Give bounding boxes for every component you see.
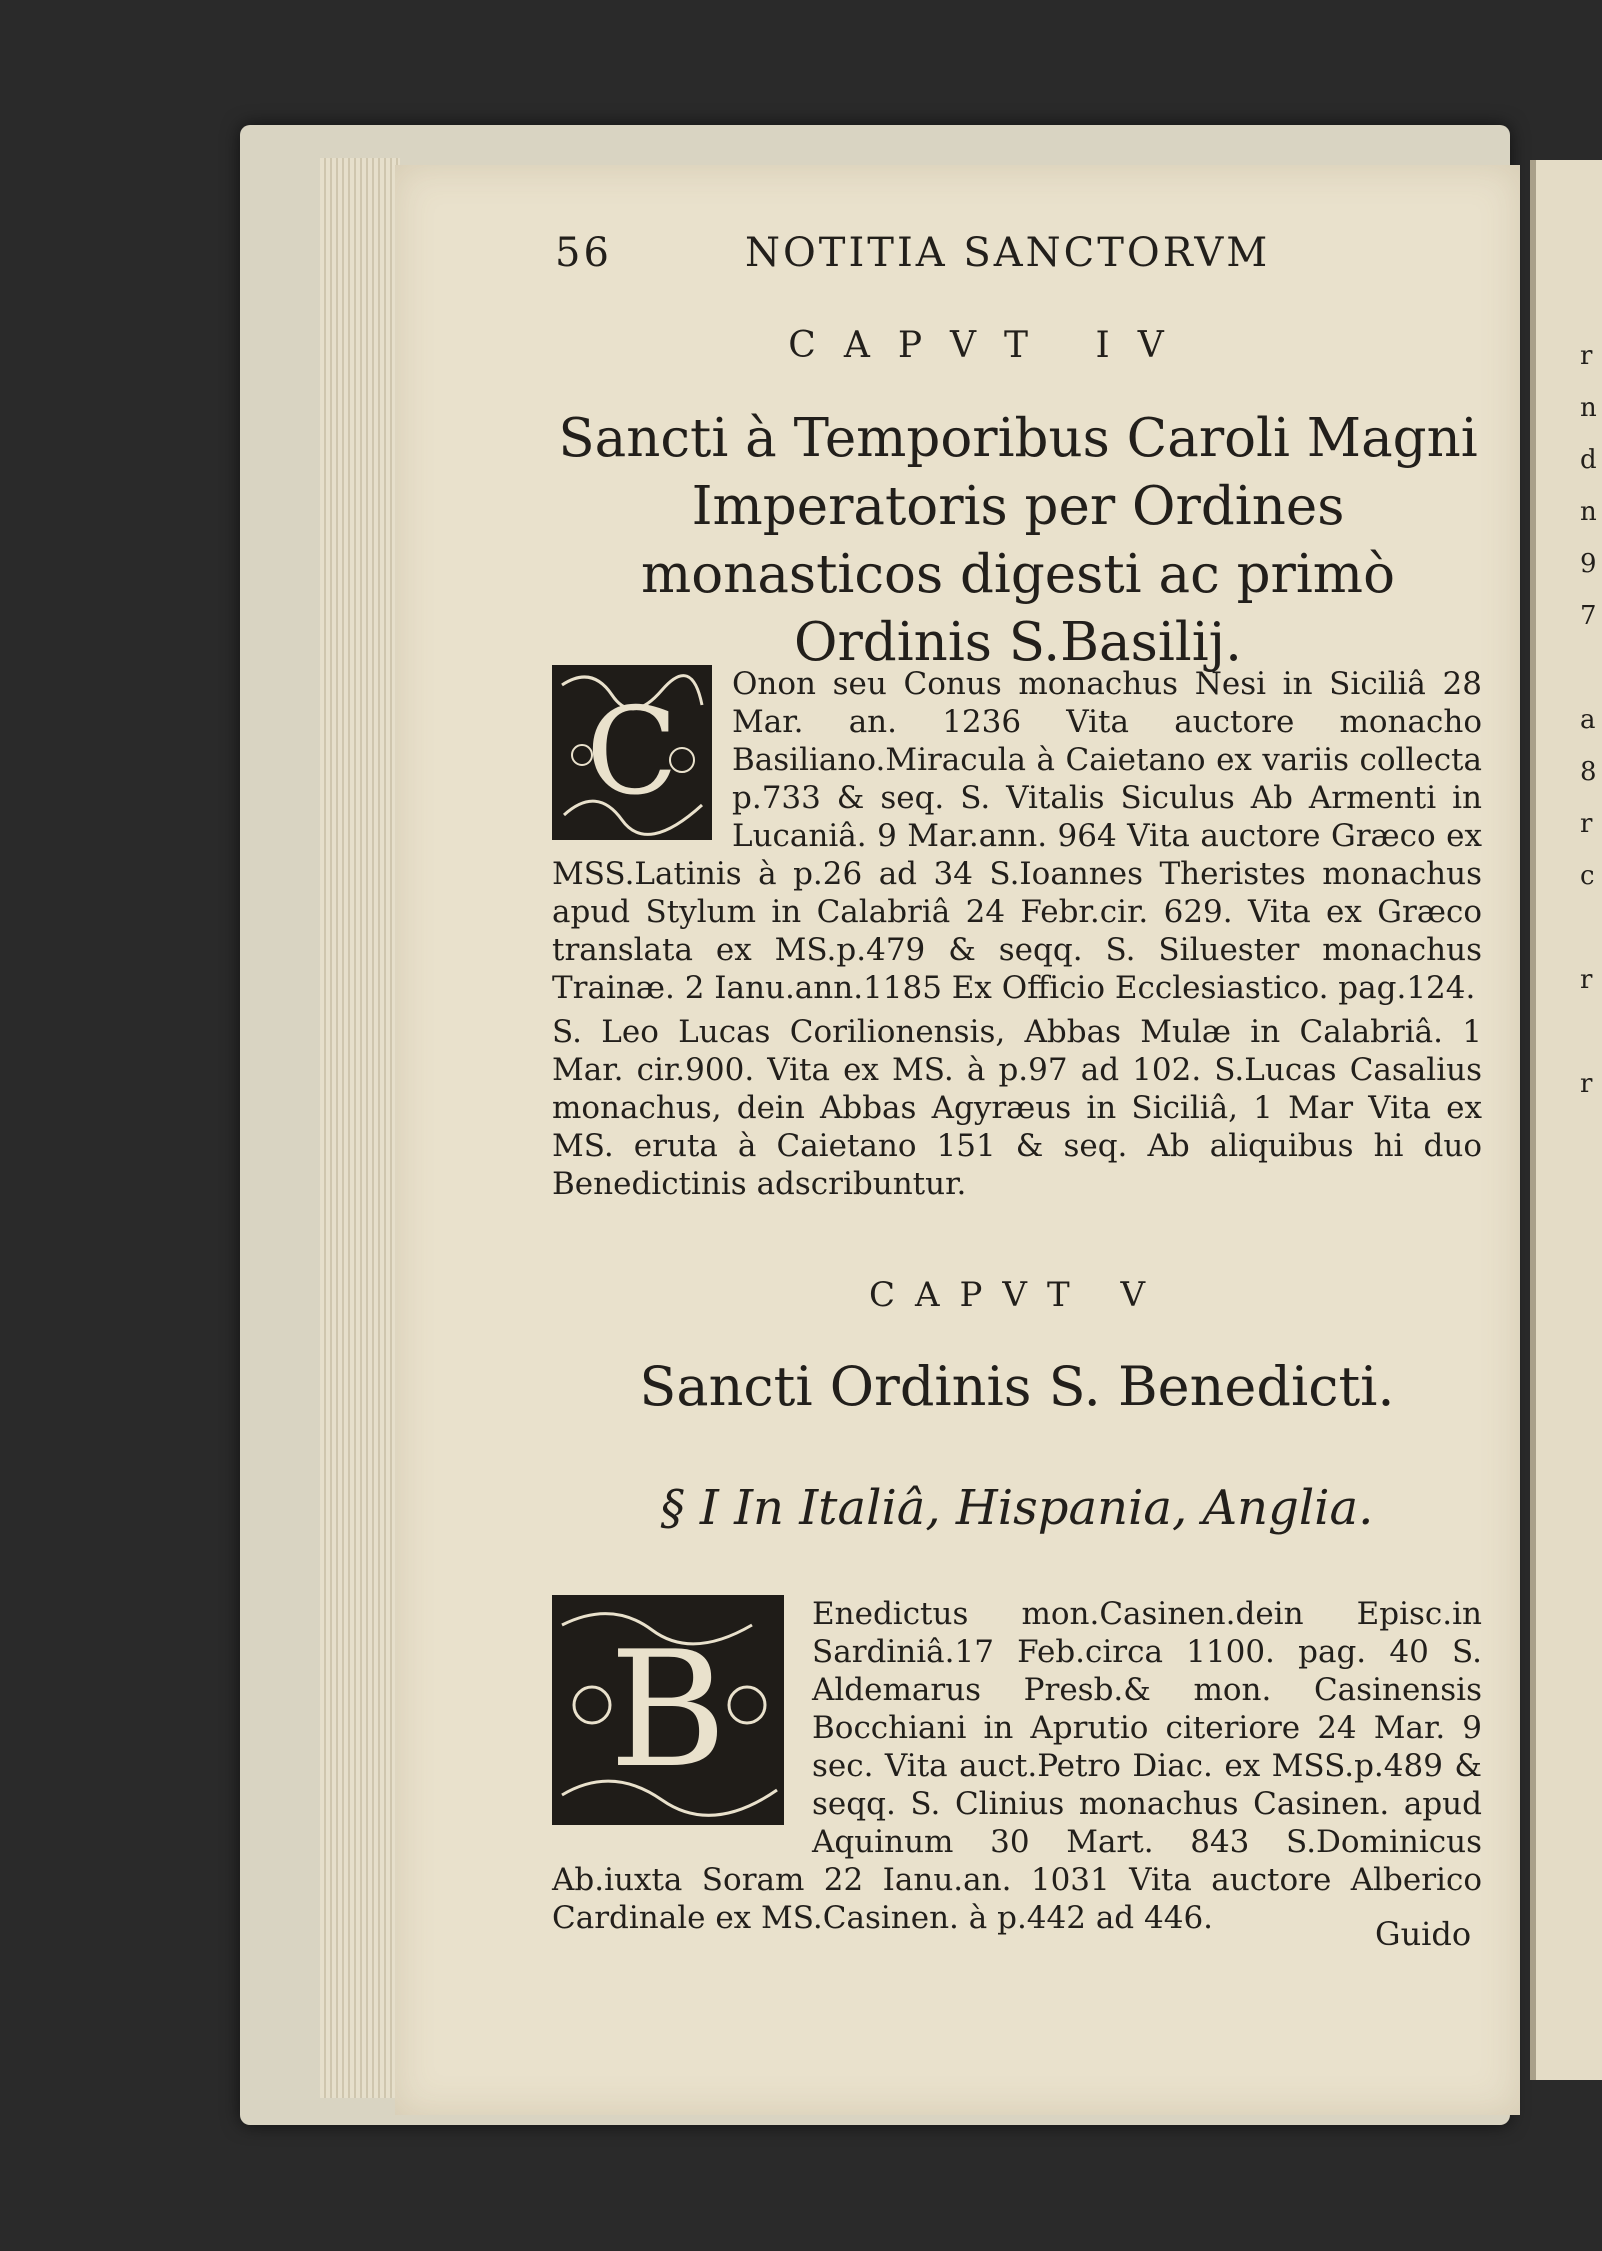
chapter-iv-paragraph-1: Onon seu Conus monachus Nesi in Siciliâ 28 Mar. an. 1236 Vita auctore monacho Basiliano.Miracula à Caietano ex variis collecta p.733 & seq. S. Vitalis Siculus Ab Armenti in Lucaniâ. 9 Mar.ann. 964 Vita auctore Græco ex MSS.Latinis à p.26 ad 34 S.Ioannes Theristes monachus apud Stylum in Calabriâ 24 Febr.cir. 629. Vita ex Græco translata ex MS.p.479 & seqq. S. Siluester monachus Trainæ. 2 Ianu.ann.1185 Ex Officio Ecclesiastico. pag.124. bbox=[552, 666, 1482, 1006]
page-number: 56 bbox=[555, 230, 612, 276]
chapter-v-heading: CAPVT V bbox=[868, 1275, 1166, 1315]
initial-letter-c: C bbox=[586, 682, 678, 822]
chapter-v-body bbox=[552, 1595, 1482, 1943]
chapter-iv-paragraph-2: S. Leo Lucas Corilionensis, Abbas Mulæ in Calabriâ. 1 Mar. cir.900. Vita ex MS. à p.97 ad 102. S.Lucas Casalius monachus, dein Abbas Agyræus in Siciliâ, 1 Mar Vita ex MS. eruta à Caietano 151 & seq. Ab aliquibus hi duo Benedictinis adscribuntur. bbox=[552, 1014, 1482, 1202]
chapter-iv-body bbox=[552, 665, 1482, 1209]
facing-page-text-fragment: r n d n 9 7 a 8 r c r r bbox=[1580, 341, 1597, 1099]
running-title: NOTITIA SANCTORVM bbox=[745, 230, 1271, 276]
chapter-v-paragraph-1: Enedictus mon.Casinen.dein Episc.in Sardiniâ.17 Feb.circa 1100. pag. 40 S. Aldemarus Presb.& mon. Casinensis Bocchiani in Aprutio citeriore 24 Mar. 9 sec. Vita auct.Petro Diac. ex MSS.p.489 & seqq. S. Clinius monachus Casinen. apud Aquinum 30 Mart. 843 S.Dominicus Ab.iuxta Soram 22 Ianu.an. 1031 Vita auctore Alberico Cardinale ex MS.Casinen. à p.442 ad 446. bbox=[552, 1596, 1482, 1936]
initial-letter-b: B bbox=[609, 1616, 727, 1803]
chapter-v-title: Sancti Ordinis S. Benedicti. bbox=[639, 1355, 1395, 1418]
running-header bbox=[555, 230, 1315, 276]
chapter-iv-heading: CAPVT IV bbox=[788, 325, 1192, 366]
chapter-iv-title: Sancti à Temporibus Caroli Magni Imperatoris per Ordines monasticos digesti ac primò Ordinis S.Basilij. bbox=[558, 408, 1478, 673]
decorated-initial-c bbox=[552, 665, 712, 840]
page-edges bbox=[320, 158, 400, 2098]
decorated-initial-b bbox=[552, 1595, 784, 1825]
catchword: Guido bbox=[1375, 1915, 1472, 1953]
section-title: § I In Italiâ, Hispania, Anglia. bbox=[660, 1480, 1374, 1536]
